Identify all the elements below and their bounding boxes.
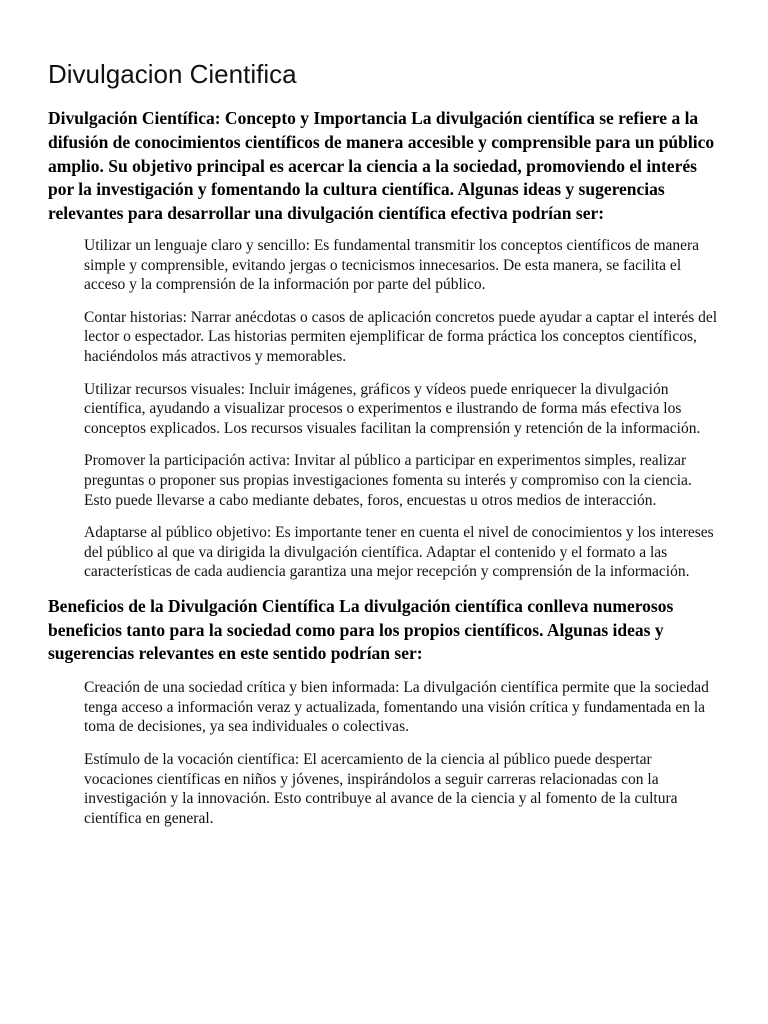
list-item: Creación de una sociedad crítica y bien informada: La divulgación científica permite que la sociedad tenga acceso a información veraz y actualizada, fomentando una visión crítica y fundamentada en la toma de decisiones, ya sea individuales o colectivas. <box>84 679 709 736</box>
benefits-list <box>48 678 720 828</box>
list-item: Adaptarse al público objetivo: Es importante tener en cuenta el nivel de conocimientos y los intereses del público al que va dirigida la divulgación científica. Adaptar el contenido y el formato a las características de cada audiencia garantiza una mejor recepción y comprensión de la información. <box>84 524 714 581</box>
list-item: Utilizar un lenguaje claro y sencillo: Es fundamental transmitir los conceptos científicos de manera simple y comprensible, evitando jergas o tecnicismos innecesarios. De esta manera, se facilita el acceso y la comprensión de la información por parte del público. <box>84 236 700 294</box>
list-item: Promover la participación activa: Invitar al público a participar en experimentos simples, realizar preguntas o proponer sus propias investigaciones fomenta su interés y compromiso con la ciencia. Esto puede llevarse a cabo mediante debates, foros, encuestas u otros medios de interacción. <box>84 452 692 509</box>
list-item: Contar historias: Narrar anécdotas o casos de aplicación concretos puede ayudar a captar el interés del lector o espectador. Las historias permiten ejemplificar de forma práctica los conceptos científicos, haciéndolos más atractivos y memorables. <box>84 308 718 365</box>
document-title: Divulgacion Cientifica <box>48 59 297 89</box>
section-heading-benefits: Beneficios de la Divulgación Científica La divulgación científica conlleva numerosos beneficios tanto para la sociedad como para los propios científicos. Algunas ideas y sugerencias relevantes en este sentido podrían ser: <box>48 595 674 664</box>
list-item: Estímulo de la vocación científica: El acercamiento de la ciencia al público puede despertar vocaciones científicas en niños y jóvenes, inspirándolos a seguir carreras relacionadas con la investigación y la innovación. Esto contribuye al avance de la ciencia y al fomento de la cultura científica en general. <box>84 751 678 827</box>
suggestions-list <box>48 236 720 582</box>
list-item: Utilizar recursos visuales: Incluir imágenes, gráficos y vídeos puede enriquecer la divulgación científica, ayudando a visualizar procesos o experimentos e ilustrando de forma más efectiva los conceptos explicados. Los recursos visuales facilitan la comprensión y retención de la información. <box>84 380 701 437</box>
section-heading-concept: Divulgación Científica: Concepto y Importancia La divulgación científica se refiere a la difusión de conocimientos científicos de manera accesible y comprensible para un público amplio. Su objetivo principal es acercar la ciencia a la sociedad, promoviendo el interés por la investigación y fomentando la cultura científica. Algunas ideas y sugerencias relevantes para desarrollar una divulgación científica efectiva podrían ser: <box>48 108 715 224</box>
